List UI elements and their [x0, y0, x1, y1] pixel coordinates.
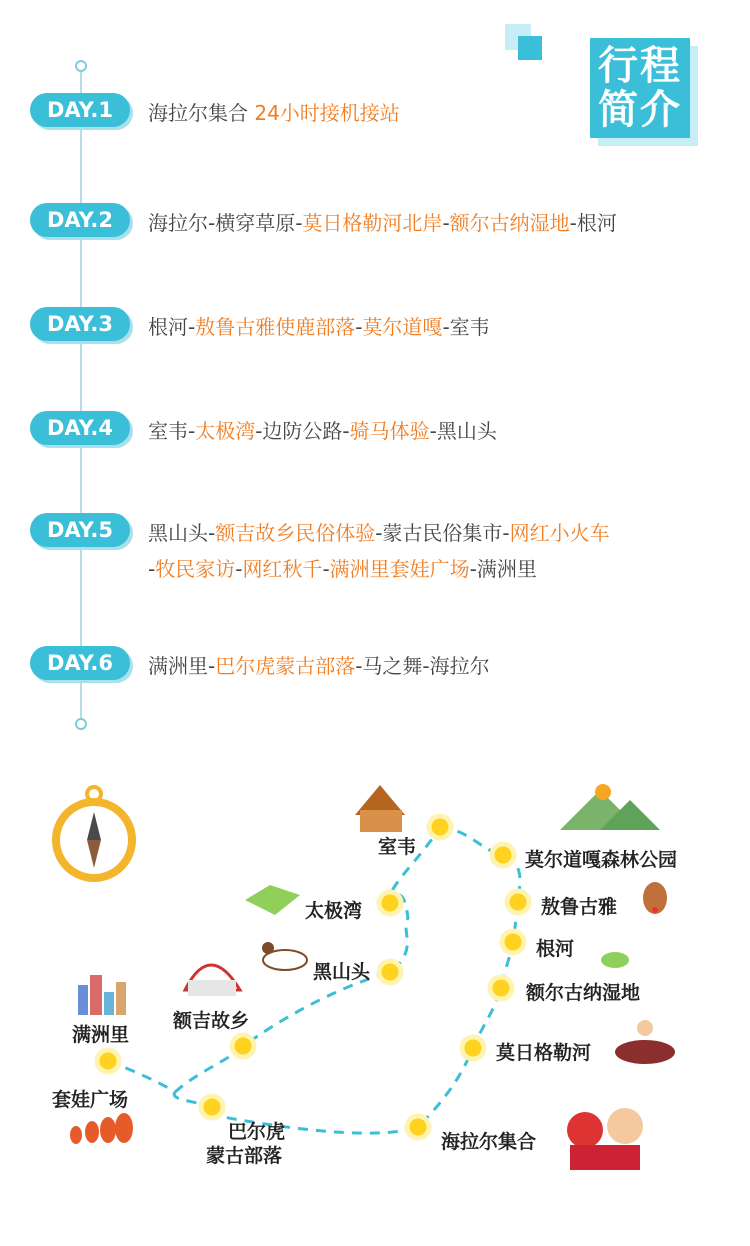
label-baerhu-2: 蒙古部落	[206, 1145, 283, 1167]
route-text: -黑山头	[429, 419, 497, 443]
highlight-place: 牧民家访	[155, 557, 236, 581]
highlight-place: 莫日格勒河北岸	[302, 211, 443, 235]
matryoshka-icon	[70, 1113, 133, 1144]
label-baerhu-1: 巴尔虎	[228, 1121, 286, 1143]
stop-dot-baerhu	[201, 1096, 223, 1118]
day-description	[148, 515, 708, 587]
day-pill: DAY.4	[30, 411, 130, 445]
route-map	[0, 770, 750, 1246]
highlight-place: 莫尔道嘎	[362, 315, 443, 339]
route-text: -	[322, 557, 330, 581]
label-manzhouli: 满洲里	[72, 1024, 130, 1046]
label-shiwei: 室韦	[378, 836, 417, 858]
highlight-place: 敖鲁古雅使鹿部落	[195, 315, 356, 339]
timeline-line	[80, 68, 82, 724]
stop-dot-morige	[462, 1037, 484, 1059]
yurt-icon	[185, 965, 240, 996]
stop-dot-heishantou	[379, 961, 401, 983]
highlight-place: 网红小火车	[509, 521, 610, 545]
route-text: 海拉尔-横穿草原-	[148, 211, 303, 235]
route-text: -	[355, 315, 363, 339]
route-text: 满洲里-	[148, 654, 216, 678]
route-text: 根河-	[148, 315, 196, 339]
label-ejiguxiang: 额吉故乡	[173, 1010, 250, 1032]
route-text: 海拉尔集合	[148, 101, 255, 125]
label-aoluguya: 敖鲁古雅	[541, 896, 618, 918]
route-text: -蒙古民俗集市-	[375, 521, 510, 545]
route-text: 室韦-	[148, 419, 196, 443]
horse-rider-icon	[615, 1020, 675, 1064]
highlight-place: 24小时接机接站	[254, 101, 400, 125]
label-moerdaoga: 莫尔道嘎森林公园	[525, 849, 678, 871]
highlight-place: 骑马体验	[349, 419, 430, 443]
route-text: -满洲里	[469, 557, 537, 581]
label-morige: 莫日格勒河	[496, 1042, 592, 1064]
day-description	[148, 413, 708, 449]
highlight-place: 额尔古纳湿地	[449, 211, 570, 235]
stop-dot-genhe	[502, 931, 524, 953]
day-pill: DAY.1	[30, 93, 130, 127]
stop-dot-ejiguxiang	[232, 1035, 254, 1057]
label-hailaer: 海拉尔集合	[441, 1131, 537, 1153]
label-heishantou: 黑山头	[313, 961, 371, 983]
route-text: -马之舞-海拉尔	[355, 654, 490, 678]
city-buildings-icon	[78, 975, 126, 1015]
stop-dot-eergunashidi	[490, 977, 512, 999]
route-text: -室韦	[442, 315, 490, 339]
stop-dot-manzhouli	[97, 1050, 119, 1072]
stop-dot-moerdaoga	[492, 844, 514, 866]
day-description	[148, 309, 708, 345]
decorative-square	[518, 36, 542, 60]
label-eergunashidi: 额尔古纳湿地	[526, 982, 641, 1004]
timeline-start-dot	[75, 60, 87, 72]
highlight-place: 太极湾	[195, 419, 256, 443]
route-map-svg	[0, 770, 750, 1246]
route-text: -	[148, 557, 156, 581]
route-text: -	[442, 211, 450, 235]
day-pill: DAY.6	[30, 646, 130, 680]
mongolian-couple-icon	[567, 1108, 643, 1170]
label-taijiwan: 太极湾	[305, 900, 363, 922]
compass-icon	[52, 787, 136, 882]
highlight-place: 额吉故乡民俗体验	[215, 521, 376, 545]
badge-line-1: 行程	[598, 43, 682, 89]
stop-dot-aoluguya	[507, 891, 529, 913]
route-text: -	[235, 557, 243, 581]
stop-dot-hailaer	[407, 1116, 429, 1138]
label-taowaguangchang: 套娃广场	[52, 1089, 129, 1111]
day-pill: DAY.5	[30, 513, 130, 547]
wetland-icon	[601, 952, 629, 968]
timeline-end-dot	[75, 718, 87, 730]
badge-line-2: 简介	[598, 87, 682, 133]
day-description	[148, 205, 708, 241]
lake-icon	[245, 885, 300, 915]
label-genhe: 根河	[536, 938, 575, 960]
highlight-place: 满洲里套娃广场	[329, 557, 470, 581]
day-pill: DAY.3	[30, 307, 130, 341]
route-text: -边防公路-	[255, 419, 350, 443]
stop-dot-shiwei	[429, 816, 451, 838]
highlight-place: 网红秋千	[242, 557, 323, 581]
horse-icon	[262, 942, 307, 970]
highlight-place: 巴尔虎蒙古部落	[215, 654, 356, 678]
mountain-icon	[560, 784, 660, 830]
route-text: 黑山头-	[148, 521, 216, 545]
day-description	[148, 95, 708, 131]
day-pill: DAY.2	[30, 203, 130, 237]
route-text: -根河	[569, 211, 617, 235]
day-description	[148, 648, 708, 684]
reindeer-icon	[643, 882, 667, 914]
log-cabin-icon	[355, 785, 405, 832]
stop-dot-taijiwan	[379, 892, 401, 914]
